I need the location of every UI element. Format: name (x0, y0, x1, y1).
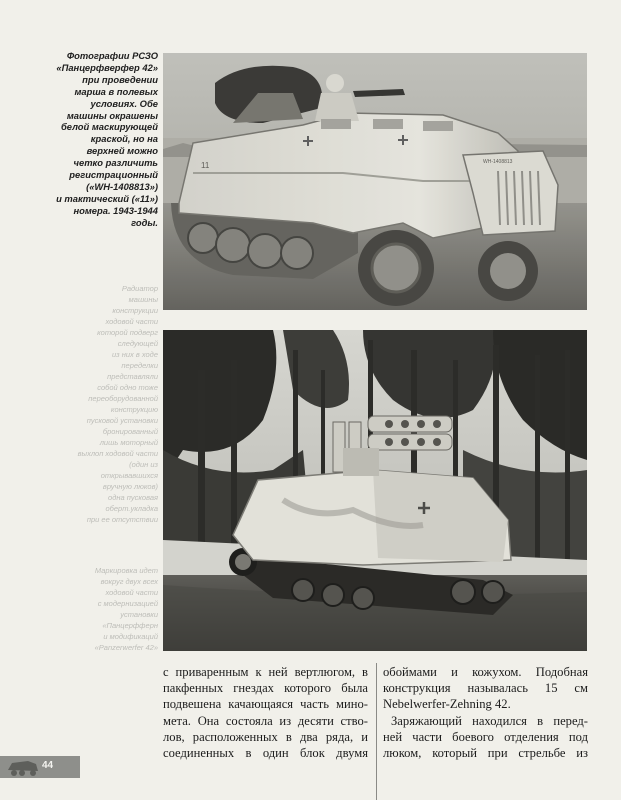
body-line: Заряжающий находился в перед- (391, 713, 588, 728)
ghost-line: представляли (107, 372, 158, 381)
body-line: соединенных в один блок двумя (163, 746, 368, 761)
ghost-line: с модернизацией (97, 599, 158, 608)
ghost-line: при ее отсутствии (86, 515, 158, 524)
halftrack-silhouette-icon (8, 761, 38, 776)
ghost-line: «Panzerwerfer 42» (94, 643, 158, 652)
ghost-line: Радиатор (121, 284, 158, 293)
ghost-line: ходовой части (105, 317, 158, 326)
caption-line: Фотографии РСЗО (66, 50, 158, 61)
caption-line: машины окрашены (66, 109, 158, 121)
ghost-line: оберт.укладка (105, 504, 158, 513)
caption-line: годы. (131, 216, 158, 228)
body-line: лов, расположенных в два ряда, и (163, 729, 368, 744)
caption-line: номера. 1943-1944 (73, 204, 158, 216)
ghost-line: конструкцию (110, 405, 158, 414)
photo-caption (48, 50, 158, 229)
caption-line: регистрационный (69, 169, 158, 181)
page-tab (0, 754, 80, 780)
ghost-line: (один из (129, 460, 158, 469)
body-line: с приваренным к ней вертлюгом, в (163, 665, 368, 679)
ghost-line: открывавшихся (100, 471, 158, 480)
body-line: ней части боевого отделения под (383, 729, 588, 744)
caption-line: марша в полевых (74, 85, 158, 97)
body-line: люком, который при стрельбе из (383, 746, 588, 761)
caption-line: четко различить (73, 157, 158, 169)
ghost-line: лишь моторный (99, 438, 158, 447)
tactical-number-marking: 11 (201, 161, 210, 170)
caption-line: («WH-1408813») (86, 180, 158, 192)
body-line: пакфенных гнездах которого была (163, 681, 368, 696)
ghost-line: установки (120, 610, 158, 619)
ghost-line: вручную люков) (102, 482, 158, 491)
caption-line: верхней можно (86, 145, 158, 157)
body-line: обоймами и кожухом. Подобная (383, 665, 588, 679)
column-divider (376, 663, 377, 800)
ghost-line: Маркировка идет (94, 566, 158, 575)
ghost-line: одна пусковая (108, 493, 158, 502)
ghost-line: «Панцерфферн (102, 621, 158, 630)
caption-line: условиях. Обе (90, 97, 158, 109)
ghost-line: ходовой части (105, 588, 158, 597)
ghost-line: выхлоп ходовой части (77, 449, 158, 458)
caption-line: белой маскирующей (60, 121, 158, 133)
ghost-line: машины (128, 295, 158, 304)
photo-top-halftrack (163, 53, 587, 310)
body-text-left-column (163, 664, 368, 761)
show-through-text-lower (62, 565, 158, 653)
ghost-line: из них в ходе (111, 350, 158, 359)
caption-line: и тактический («11») (56, 192, 158, 204)
caption-line: при проведении (82, 73, 158, 85)
ghost-line: пусковой установки (86, 416, 158, 425)
body-text-right-column (383, 664, 588, 761)
show-through-text-upper (62, 283, 158, 525)
registration-marking: WH-1408813 (483, 159, 513, 165)
ghost-line: собой одно тоже (97, 383, 158, 392)
body-line: мета. Она состояла из десяти ство- (163, 713, 368, 728)
ghost-line: бронированный (102, 427, 158, 436)
ghost-line: следующей (117, 339, 158, 348)
ghost-line: и модификаций (103, 632, 158, 641)
ghost-line: конструкции (112, 306, 158, 315)
caption-line: краской, но на (90, 133, 158, 145)
ghost-line: вокруг двух всех (100, 577, 158, 586)
body-line: Nebelwerfer-Zehning 42. (383, 697, 511, 712)
body-line: подвешена качающаяся часть мино- (163, 697, 368, 712)
page-number: 44 (42, 760, 54, 771)
ghost-line: которой подверг (97, 328, 158, 337)
body-line: конструкция называлась 15 см (383, 681, 588, 696)
ghost-line: переоборудованной (88, 394, 158, 403)
photo-bottom-halftrack-forest (163, 330, 587, 651)
caption-line: «Панцерфверфер 42» (56, 61, 158, 73)
ghost-line: переделки (121, 361, 158, 370)
